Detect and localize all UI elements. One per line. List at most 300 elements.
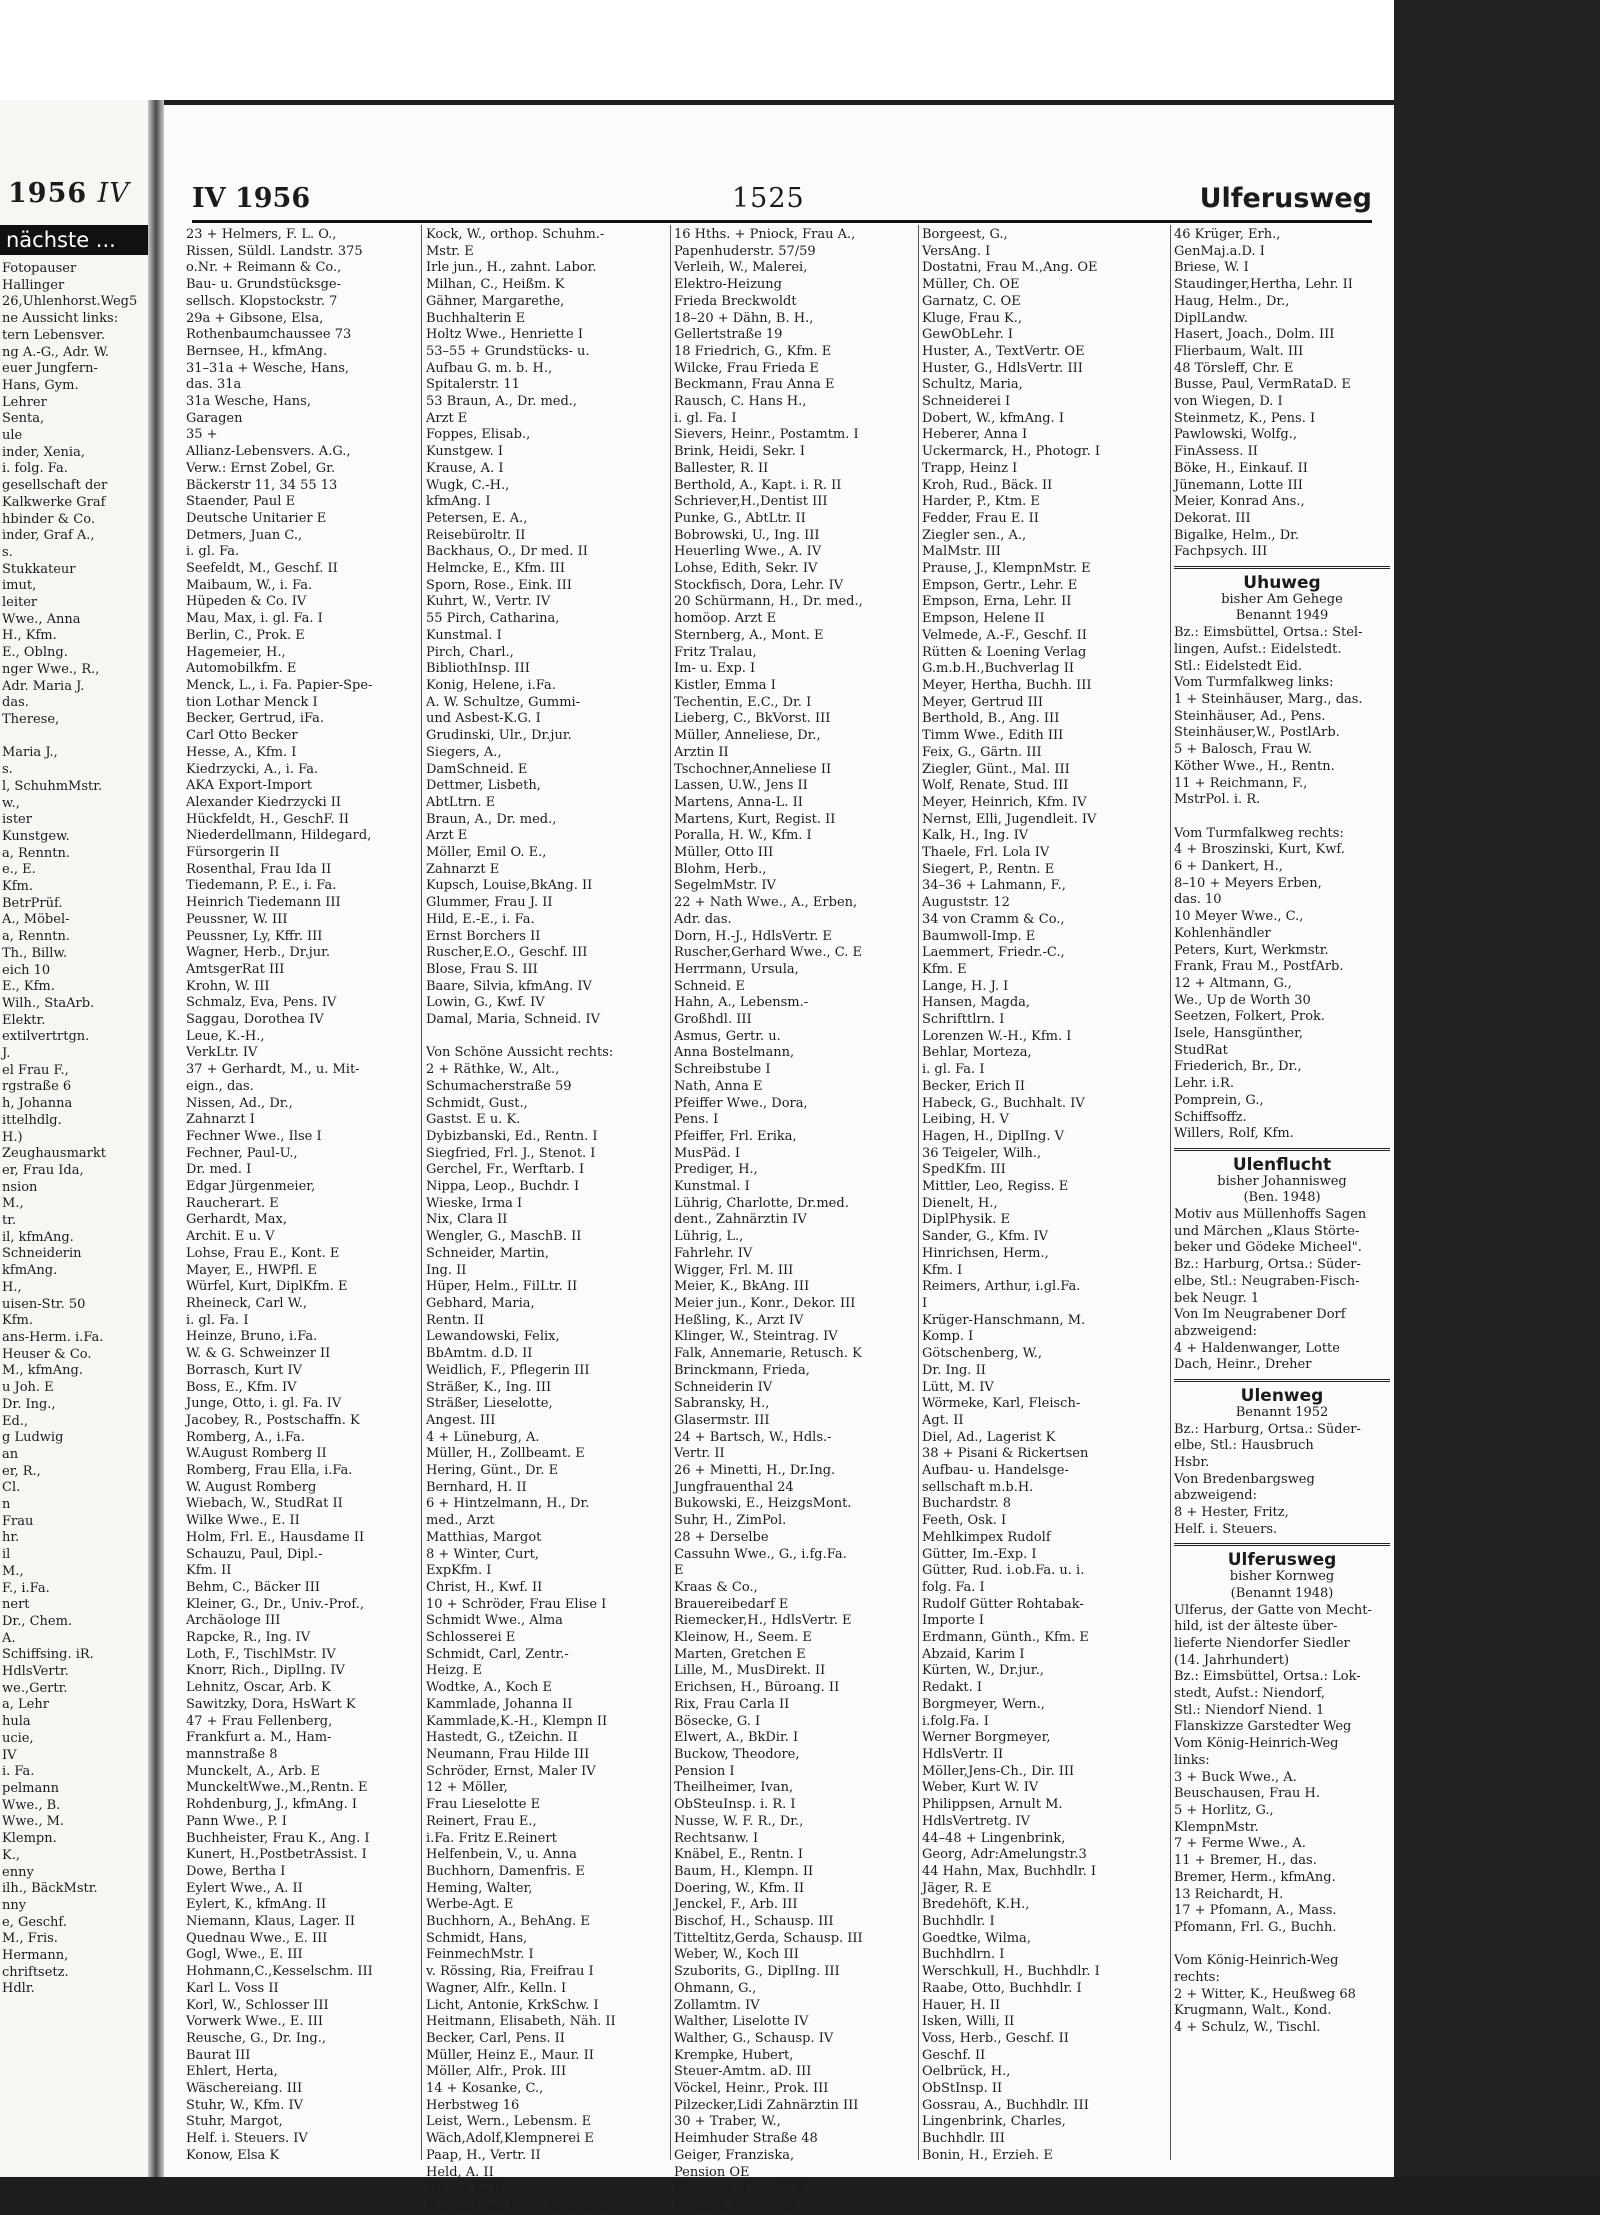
street-heading: Ulferusweg [1227, 1550, 1337, 1571]
directory-entry-line: Wigger, Frl. M. III [674, 1262, 794, 1278]
directory-entry-line: Hohmann,C.,Kesselschm. III [186, 1964, 373, 1980]
directory-entry-line: Frenzel, St., Assist. E [674, 2197, 816, 2213]
directory-entry-line: Aufbau- u. Handelsge- [922, 1463, 1069, 1479]
directory-entry-line: Zollamtm. IV [674, 1997, 760, 2013]
directory-entry-line: Nusse, W. F. R., Dr., [674, 1813, 804, 1829]
directory-entry-line: Goedtke, Wilma, [922, 1930, 1031, 1946]
left-page-line: tr. [2, 1213, 17, 1229]
directory-entry-line: Uckermarck, H., Photogr. I [922, 444, 1100, 460]
directory-entry-line: 4 + Lüneburg, A. [426, 1429, 540, 1445]
directory-entry-line: Isken, Willi, II [922, 2014, 1015, 2030]
directory-entry-line: Bz.: Harburg, Ortsa.: Süder- [1174, 1257, 1361, 1273]
directory-entry-line: Schneid. E [674, 978, 745, 994]
directory-entry-line: Walther, Liselotte IV [674, 2014, 809, 2030]
section-subheading: Von Schöne Aussicht rechts: [426, 1045, 614, 1061]
left-page-line: an [2, 1446, 19, 1462]
left-page-line: l, SchuhmMstr. [2, 778, 103, 794]
directory-entry-line: Buckow, Theodore, [674, 1746, 800, 1762]
directory-entry-line: Junge, Otto, i. gl. Fa. IV [186, 1396, 342, 1412]
directory-entry-line: Möller, Emil O. E., [426, 845, 547, 861]
directory-entry-line: Hüpeden & Co. IV [186, 594, 307, 610]
directory-entry-line: Riemecker,H., HdlsVertr. E [674, 1613, 852, 1629]
directory-entry-line: Pens. I [674, 1112, 719, 1128]
directory-entry-line: Reimers, Arthur, i.gl.Fa. [922, 1279, 1081, 1295]
directory-entry-line: Kuhrt, W., Vertr. IV [426, 594, 551, 610]
directory-entry-line: Rheineck, Carl W., [186, 1296, 308, 1311]
directory-entry-line: Maibaum, W., i. Fa. [186, 577, 313, 593]
directory-entry-line: Lehnitz, Oscar, Arb. K [186, 1680, 331, 1696]
left-page-line: hr. [2, 1530, 20, 1546]
directory-entry-line: bek Neugr. 1 [1174, 1290, 1260, 1306]
left-page-line: Hermann, [2, 1948, 69, 1964]
column-separator [1170, 225, 1171, 2160]
left-page-line: Wilh., StaArb. [2, 995, 95, 1011]
directory-entry-line: AKA Export-Import [186, 778, 312, 794]
left-page-line: Fotopauser [2, 261, 77, 276]
directory-entry-line: 12 + Altmann, G., [1174, 975, 1292, 991]
left-page-line: i. folg. Fa. [2, 461, 68, 477]
directory-entry-line: Gellertstraße 19 [674, 327, 783, 343]
directory-entry-line: Beuschausen, Frau H. [1174, 1786, 1321, 1802]
directory-entry-line: tion Lothar Menck I [186, 694, 318, 710]
directory-entry-line: 4 + Broszinski, Kurt, Kwf. [1174, 842, 1345, 858]
directory-entry-line [1174, 809, 1390, 826]
directory-entry-line: Neumann, Frau Hilde III [426, 1746, 590, 1762]
directory-entry-line: das. 31a [186, 377, 242, 393]
directory-entry-line: Hinrichsen, Herm., [922, 1245, 1049, 1261]
directory-entry-line: 10 Meyer Wwe., C., [1174, 909, 1304, 925]
directory-entry-line: 5 + Horlitz, G., [1174, 1802, 1274, 1818]
directory-entry-line: Rissen, Süldl. Landstr. 375 [186, 243, 363, 259]
directory-entry-line: Kohlenhändler [1174, 925, 1271, 941]
directory-entry-line: Boss, E., Kfm. IV [186, 1379, 297, 1395]
directory-entry-line: Timm Wwe., Edith III [922, 728, 1064, 744]
directory-entry-line: Jäger, R. E [922, 1880, 992, 1896]
directory-entry-line: Ruscher,Gerhard Wwe., C. E [674, 945, 862, 961]
directory-entry-line: Elwert, A., BkDir. I [674, 1730, 799, 1746]
directory-entry-line: Voss, Herb., Geschf. II [922, 2030, 1069, 2046]
directory-entry-line: Ballester, R. II [674, 460, 769, 476]
directory-entry-line: Hahn, A., Lebensm.- [674, 995, 809, 1011]
directory-entry-line: Köther Wwe., H., Rentn. [1174, 758, 1335, 774]
directory-entry-line: Pann Wwe., P. I [186, 1813, 287, 1829]
directory-entry-line: stedt, Aufst.: Niendorf, [1174, 1686, 1325, 1702]
directory-entry-line: 31a Wesche, Hans, [186, 394, 311, 410]
directory-entry-line: Hering, Günt., Dr. E [426, 1463, 559, 1479]
directory-entry-line: Hückfeldt, H., GeschF. II [186, 811, 350, 827]
directory-entry-line: Saggau, Dorothea IV [186, 1012, 324, 1028]
directory-entry-line: BibliothInsp. III [426, 661, 530, 677]
directory-entry-line: 44–48 + Lingenbrink, [922, 1830, 1066, 1846]
directory-entry-line: med., Arzt [426, 1513, 495, 1529]
directory-entry-line: Schiffsoffz. [1174, 1109, 1247, 1125]
directory-entry-line: Glummer, Frau J. II [426, 895, 553, 911]
directory-entry-line: Lassen, U.W., Jens II [674, 778, 808, 794]
directory-entry-line: Sawitzky, Dora, HsWart K [186, 1696, 356, 1712]
directory-entry-line: Buchheister, Frau K., Ang. I [186, 1830, 370, 1846]
directory-entry-line: Rosenthal, Frau Ida II [186, 861, 332, 877]
directory-entry-line: Vertr. II [674, 1446, 725, 1462]
directory-entry-line: Schneiderei I [922, 394, 1011, 410]
directory-entry-line: Lewandowski, Felix, [426, 1329, 560, 1345]
directory-entry-line: Meyer, C. II [426, 2181, 504, 2197]
directory-entry-line: Meier jun., Konr., Dekor. III [674, 1296, 856, 1311]
directory-entry-line: i. gl. Fa. I [186, 1312, 249, 1328]
left-page-line: s. [2, 762, 13, 778]
left-page-line: el Frau F., [2, 1062, 69, 1078]
directory-entry-line: 3 + Buck Wwe., A. [1174, 1769, 1297, 1785]
directory-entry-line: Schriever,H.,Dentist III [674, 494, 828, 510]
left-page-line: H.) [2, 1129, 23, 1145]
directory-entry-line: Steinhäuser, Ad., Pens. [1174, 708, 1326, 724]
directory-entry-line: Geschf. II [922, 2047, 986, 2063]
directory-entry-line: Helf. i. Steuers. [1174, 1521, 1278, 1537]
directory-entry-line: Becker, Carl, Pens. II [426, 2030, 565, 2046]
directory-entry-line: Gähner, Margarethe, [426, 293, 565, 309]
directory-entry-line: MusPäd. I [674, 1145, 740, 1161]
directory-entry-line: Erdmann, Günth., Kfm. E [922, 1630, 1089, 1646]
directory-entry-line: Wugk, C.-H., [426, 477, 510, 493]
directory-entry-line: Götschenberg, W., [922, 1346, 1042, 1362]
directory-entry-line: Velmede, A.-F., Geschf. II [922, 627, 1087, 643]
directory-entry-line: DiplPhysik. E [922, 1212, 1010, 1228]
directory-entry-line: Kunstgew. I [426, 444, 504, 460]
directory-entry-line: Lange, H. J. I [922, 978, 1009, 994]
left-page-line: K., [2, 1847, 20, 1863]
directory-entry-line: homöop. Arzt E [674, 611, 777, 627]
directory-entry-line: Siegfried, Frl. J., Stenot. I [426, 1145, 596, 1161]
directory-entry-line: Werschkull, H., Buchhdlr. I [922, 1964, 1100, 1980]
directory-entry-line: Gerhardt, Max, [186, 1212, 287, 1228]
directory-entry-line: 10 + Schröder, Frau Elise I [426, 1596, 607, 1612]
directory-entry-line: Isele, Hansgünther, [1174, 1026, 1304, 1042]
directory-entry-line: Bonin, H., Erzieh. E [922, 2147, 1053, 2163]
directory-entry-line: Lütt, M. IV [922, 1379, 994, 1395]
directory-entry-line: Kleiner, G., Dr., Univ.-Prof., [186, 1596, 364, 1612]
directory-entry-line: hild, ist der älteste über- [1174, 1619, 1338, 1635]
street-divider [1174, 1148, 1390, 1151]
left-page-line: ucie, [2, 1730, 34, 1746]
directory-entry-line: Bau- u. Grundstücksge- [186, 277, 342, 293]
directory-entry-line: Wilke Wwe., E. II [186, 1513, 300, 1529]
directory-entry-line: Bz.: Eimsbüttel, Ortsa.: Lok- [1174, 1669, 1361, 1685]
directory-entry-line: Seetzen, Folkert, Prok. [1174, 1009, 1326, 1025]
directory-entry-line: 23 + Helmers, F. L. O., [186, 227, 337, 242]
directory-entry-line: Licht, Antonie, KrkSchw. I [426, 1997, 599, 2013]
page-header-street: Ulferusweg [1199, 183, 1372, 214]
left-page-line: il, kfmAng. [2, 1229, 74, 1245]
page-number: 1525 [732, 183, 805, 214]
directory-entry-line: Cassuhn Wwe., G., i.fg.Fa. [674, 1546, 847, 1562]
directory-entry-line: Fechner Wwe., Ilse I [186, 1128, 322, 1144]
directory-entry-line: VersAng. I [922, 243, 991, 259]
directory-entry-line: lingen, Aufst.: Eidelstedt. [1174, 641, 1342, 657]
directory-entry-line: Held, A. II [426, 2164, 494, 2180]
directory-entry-line: Rausch, C. Hans H., [674, 394, 807, 410]
directory-entry-line: Stuhr, W., Kfm. IV [186, 2097, 304, 2113]
directory-entry-line: Becker, Erich II [922, 1078, 1026, 1094]
directory-entry-line: links: [1174, 1752, 1210, 1768]
directory-entry-line: HdlsVertr. II [922, 1746, 1004, 1762]
directory-entry-line: Staudinger,Hertha, Lehr. II [1174, 277, 1353, 293]
directory-entry-line: Garagen [186, 410, 243, 426]
directory-entry-line: Grudinski, Ulr., Dr.jur. [426, 728, 572, 744]
directory-entry-line: Prause, J., KlempnMstr. E [922, 561, 1091, 577]
street-divider [1174, 1379, 1390, 1382]
directory-entry-line: Bäckerstr 11, 34 55 13 [186, 477, 338, 493]
directory-entry-line: Schrifttlrn. I [922, 1012, 1005, 1028]
left-page-line: kfmAng. [2, 1263, 58, 1279]
directory-entry-line: ObStInsp. II [922, 2081, 1003, 2097]
left-page-line: F., i.Fa. [2, 1580, 50, 1596]
directory-entry-line: Borgeest, G., [922, 227, 1008, 242]
directory-entry-line: Milhan, C., Heißm. K [426, 277, 565, 293]
left-page-line: M., kfmAng. [2, 1363, 83, 1379]
directory-entry-line: Kleinow, H., Seem. E [674, 1630, 812, 1646]
directory-entry-line: dent., Zahnärztin IV [674, 1212, 807, 1228]
directory-entry-line: Lowin, G., Kwf. IV [426, 995, 545, 1011]
left-page-line: pelmann [2, 1780, 59, 1796]
directory-entry-line: 18 Friedrich, G., Kfm. E [674, 343, 832, 359]
directory-entry-line: Hild, E.-E., i. Fa. [426, 911, 535, 927]
directory-entry-line: Buchhdlrn. I [922, 1947, 1005, 1963]
left-page-line: nert [2, 1597, 30, 1613]
directory-entry-line: 13 Reichardt, H. [1174, 1886, 1284, 1902]
directory-entry-line: i.folg.Fa. I [922, 1713, 989, 1729]
directory-entry-line: Heitmann, Elisabeth, Näh. II [426, 2014, 616, 2030]
directory-entry-line: 31–31a + Wesche, Hans, [186, 360, 350, 376]
directory-entry-line: lieferte Niendorfer Siedler [1174, 1635, 1350, 1651]
directory-entry-line: 8–10 + Meyers Erben, [1174, 875, 1322, 891]
directory-entry-line: Frankfurt a. M., Ham- [186, 1730, 332, 1746]
directory-entry-line: Agt. II [922, 1412, 964, 1428]
directory-entry-line: Walther, G., Schausp. IV [674, 2030, 834, 2046]
directory-entry-line: MstrPol. i. R. [1174, 792, 1261, 808]
directory-entry-line: Punke, G., AbtLtr. II [674, 510, 806, 526]
directory-entry-line: Schmidt, Hans, [426, 1930, 528, 1946]
directory-entry-line: Angest. III [426, 1412, 496, 1428]
directory-entry-line: von Wiegen, D. I [1174, 394, 1283, 410]
directory-entry-line: Schumacherstraße 59 [426, 1078, 572, 1094]
left-page-line: a, Renntn. [2, 845, 70, 861]
directory-entry-line: 44 Hahn, Max, Buchhdlr. I [922, 1863, 1097, 1879]
directory-entry-line: Schlosserei E [426, 1630, 516, 1646]
left-page-line: s. [2, 544, 13, 560]
left-page-line: nny [2, 1897, 27, 1913]
directory-entry-line: GenMaj.a.D. I [1174, 243, 1265, 259]
directory-entry-line: Fürsorgerin II [186, 845, 280, 861]
directory-entry-line: Hasert, Joach., Dolm. III [1174, 327, 1335, 343]
directory-page [164, 105, 1394, 2213]
directory-entry-line: Leist, Wern., Lebensm. E [426, 2114, 592, 2130]
directory-entry-line: Schultz, Maria, [922, 377, 1023, 393]
directory-entry-line: Marten, Gretchen E [674, 1646, 806, 1662]
left-page-line: hula [2, 1714, 31, 1730]
directory-entry-line: Ziegler sen., A., [922, 527, 1027, 543]
left-page-line: e., E. [2, 862, 36, 878]
directory-entry-line: Theilheimer, Ivan, [674, 1780, 794, 1796]
directory-entry-line: Müller, Anneliese, Dr., [674, 728, 821, 744]
directory-entry-line: Pilzecker,Lidi Zahnärztin III [674, 2097, 859, 2113]
directory-entry-line: Dobert, W., kfmAng. I [922, 410, 1064, 426]
directory-entry-line: 8 + Hester, Fritz, [1174, 1505, 1289, 1521]
directory-entry-line: Niemann, Klaus, Lager. II [186, 1914, 355, 1930]
directory-entry-line: Buchhdlr. I [922, 1914, 995, 1930]
directory-entry-line: AbtLtrn. E [426, 794, 496, 810]
directory-entry-line: Kiedrzycki, A., i. Fa. [186, 761, 319, 777]
directory-entry-line: (14. Jahrhundert) [1174, 1652, 1290, 1668]
directory-entry-line: Herrmann, Ursula, [674, 961, 799, 977]
directory-entry-line: 4 + Haldenwanger, Lotte [1174, 1340, 1340, 1356]
left-page-line: Kalkwerke Graf [2, 494, 106, 510]
directory-entry-line: Pfeiffer Wwe., Dora, [674, 1095, 808, 1111]
directory-entry-line: Fechner, Paul-U., [186, 1145, 298, 1161]
directory-entry-line: 47 + Frau Fellenberg, [186, 1713, 333, 1729]
directory-entry-line: Borrasch, Kurt IV [186, 1362, 303, 1378]
directory-entry-line: 24 + Bartsch, W., Hdls.- [674, 1429, 832, 1445]
directory-entry-line: Schreibstube I [674, 1062, 771, 1078]
directory-entry-line: Kfm. E [922, 961, 967, 977]
directory-entry-line: ObSteuInsp. i. R. I [674, 1797, 796, 1813]
directory-entry-line: Kistler, Emma I [674, 677, 776, 693]
directory-entry-line: v. Rössing, Ria, Freifrau I [426, 1964, 594, 1980]
left-page-line: Heuser & Co. [2, 1346, 92, 1362]
directory-entry-line: Kupsch, Louise,BkAng. II [426, 878, 593, 894]
directory-entry-line: Pirch, Charl., [426, 644, 514, 660]
left-page-line: i. Fa. [2, 1764, 35, 1780]
left-page-line: n [2, 1497, 11, 1513]
left-page-line: Wwe., M. [2, 1814, 65, 1830]
directory-entry-line: Bobrowski, U., Ing. III [674, 527, 820, 543]
directory-entry-line: 26 + Minetti, H., Dr.Ing. [674, 1463, 836, 1479]
directory-entry-line: Matthias, Margot [426, 1529, 542, 1545]
street-former-name: bisher Kornweg [1229, 1569, 1335, 1585]
directory-entry-line: Rentn. II [426, 1312, 484, 1328]
left-page-line: Cl. [2, 1480, 21, 1496]
directory-entry-line: Dienelt, H., [922, 1195, 998, 1211]
left-page-line: inder, Graf A., [2, 528, 95, 544]
column-separator [421, 225, 422, 2160]
directory-entry-line: Lührig, Charlotte, Dr.med. [674, 1195, 849, 1211]
left-page-line: Therese, [2, 711, 60, 727]
directory-entry-line: Vom König-Heinrich-Weg [1174, 1953, 1339, 1969]
directory-entry-line: Lille, M., MusDirekt. II [674, 1663, 826, 1679]
directory-entry-line: Menck, L., i. Fa. Papier-Spe- [186, 677, 373, 693]
directory-entry-line: Arztin II [674, 744, 729, 760]
directory-entry-line: Peussner, W. III [186, 911, 288, 927]
directory-entry-line: Wäch,Adolf,Klempnerei E [426, 2131, 594, 2147]
directory-entry-line: Helmcke, E., Kfm. III [426, 561, 566, 577]
directory-entry-line [426, 1029, 668, 1046]
directory-entry-line: Heßling, K., Arzt IV [674, 1312, 804, 1328]
directory-entry-line: Böke, H., Einkauf. II [1174, 460, 1308, 476]
directory-entry-line: Mehlkimpex Rudolf [922, 1529, 1051, 1545]
left-page-line: nsion [2, 1179, 38, 1195]
directory-entry-line: Wagner, Herb., Dr.jur. [186, 945, 331, 961]
street-heading: Ulenflucht [1232, 1154, 1332, 1175]
left-page-line: er, Frau Ida, [2, 1162, 84, 1178]
directory-entry-line: 5 + Balosch, Frau W. [1174, 742, 1313, 758]
directory-entry-line: Wörmeke, Karl, Fleisch- [922, 1396, 1081, 1412]
directory-entry-line: Weber, Kurt W. IV [922, 1780, 1039, 1796]
directory-entry-line: Suhr, H., ZimPol. [674, 1513, 787, 1529]
directory-entry-line: Herbstweg 16 [426, 2097, 520, 2113]
left-page-line: Klempn. [2, 1831, 57, 1847]
directory-entry-line: Christ, H., Kwf. II [426, 1579, 543, 1595]
directory-entry-line: Müller, Heinz E., Maur. II [426, 2047, 594, 2063]
directory-entry-line: Wäschereiang. III [186, 2081, 303, 2097]
directory-entry-line: Wieske, Irma I [426, 1195, 523, 1211]
directory-entry-line: 53–55 + Grundstücks- u. [426, 343, 590, 359]
directory-entry-line: i. gl. Fa. I [922, 1062, 985, 1078]
directory-entry-line: Ziegler, Günt., Mal. III [922, 761, 1070, 777]
left-page-line: Kfm. [2, 879, 33, 895]
directory-entry-line: Heinrich Tiedemann III [186, 895, 341, 911]
directory-entry-line: Ernst Borchers II [426, 928, 541, 944]
left-page-line: h, Johanna [2, 1096, 73, 1112]
street-former-name: bisher Am Gehege [1221, 591, 1343, 607]
street-former-name: bisher Johannisweg [1217, 1173, 1347, 1189]
directory-entry-line: W. & G. Schweinzer II [186, 1346, 331, 1362]
directory-entry-line: Frau Lieselotte E [426, 1797, 541, 1813]
directory-entry-line: Heuerling Wwe., A. IV [674, 544, 822, 560]
directory-entry-line: Harder, P., Ktm. E [922, 494, 1040, 510]
directory-entry-line: Bernhard, H. II [426, 1479, 527, 1495]
directory-entry-line: 36 Teigeler, Wilh., [922, 1145, 1042, 1161]
left-page-line: Maria J., [2, 745, 58, 761]
directory-entry-line: elbe, Stl.: Hausbruch [1174, 1438, 1314, 1454]
directory-entry-line: Kürten, W., Dr.jur., [922, 1663, 1044, 1679]
directory-entry-line: Erichsen, H., Büroang. II [674, 1680, 840, 1696]
directory-entry-line: G.m.b.H.,Buchverlag II [922, 661, 1075, 677]
directory-entry-line: 20 Schürmann, H., Dr. med., [674, 594, 863, 610]
directory-entry-line: Weber, W., Koch III [674, 1947, 799, 1963]
street-heading: Ulenweg [1240, 1386, 1324, 1407]
directory-entry-line: Ulferus, der Gatte von Mecht- [1174, 1602, 1372, 1618]
left-page-line: Hallinger [2, 277, 65, 293]
directory-entry-line: BbAmtm. d.D. II [426, 1346, 533, 1362]
directory-entry-line: Kroh, Rud., Bäck. II [922, 477, 1053, 493]
left-page-line: Schneiderin [2, 1246, 82, 1262]
directory-entry-line: Von Im Neugrabener Dorf [1174, 1307, 1346, 1323]
directory-entry-line: Kfm. I [922, 1262, 963, 1278]
directory-entry-line: Rudolf Gütter Rohtabak- [922, 1596, 1084, 1612]
directory-entry-line: 29a + Gibsone, Elsa, [186, 310, 324, 326]
left-page-line: M., [2, 1196, 24, 1212]
directory-entry-line: Krüger-Hanschmann, M. [922, 1312, 1086, 1328]
directory-entry-line: Diel, Ad., Lagerist K [922, 1429, 1056, 1445]
directory-entry-line: Holtz Wwe., Henriette I [426, 327, 583, 343]
directory-entry-line: 11 + Reichmann, F., [1174, 775, 1308, 791]
directory-entry-line: Knäbel, E., Rentn. I [674, 1847, 804, 1863]
directory-entry-line: Sträßer, K., Ing. III [426, 1379, 552, 1395]
left-page-line: M., [2, 1563, 24, 1579]
directory-entry-line: Becker, Gertrud, iFa. [186, 711, 325, 727]
directory-entry-line: Konig, Helene, i.Fa. [426, 677, 556, 693]
directory-entry-line: Schmidt Wwe., Alma [426, 1613, 563, 1629]
directory-entry-line: Pension OE [674, 2164, 750, 2180]
directory-entry-line: Reusche, G., Dr. Ing., [186, 2030, 327, 2046]
directory-entry-line: Asmus, Gertr. u. [674, 1028, 781, 1044]
directory-entry-line: Blose, Frau S. III [426, 961, 538, 977]
left-page-line: ister [2, 812, 32, 828]
directory-entry-line: Weidlich, F., Pflegerin III [426, 1362, 590, 1378]
directory-entry-line: Hansen, Magda, [922, 995, 1031, 1011]
directory-entry-line: Friederich, Br., Dr., [1174, 1059, 1302, 1075]
street-divider [1174, 1543, 1390, 1546]
directory-entry-line: Allianz-Lebensvers. A.G., [186, 444, 351, 460]
directory-entry-line: Großhdl. III [674, 1012, 752, 1028]
